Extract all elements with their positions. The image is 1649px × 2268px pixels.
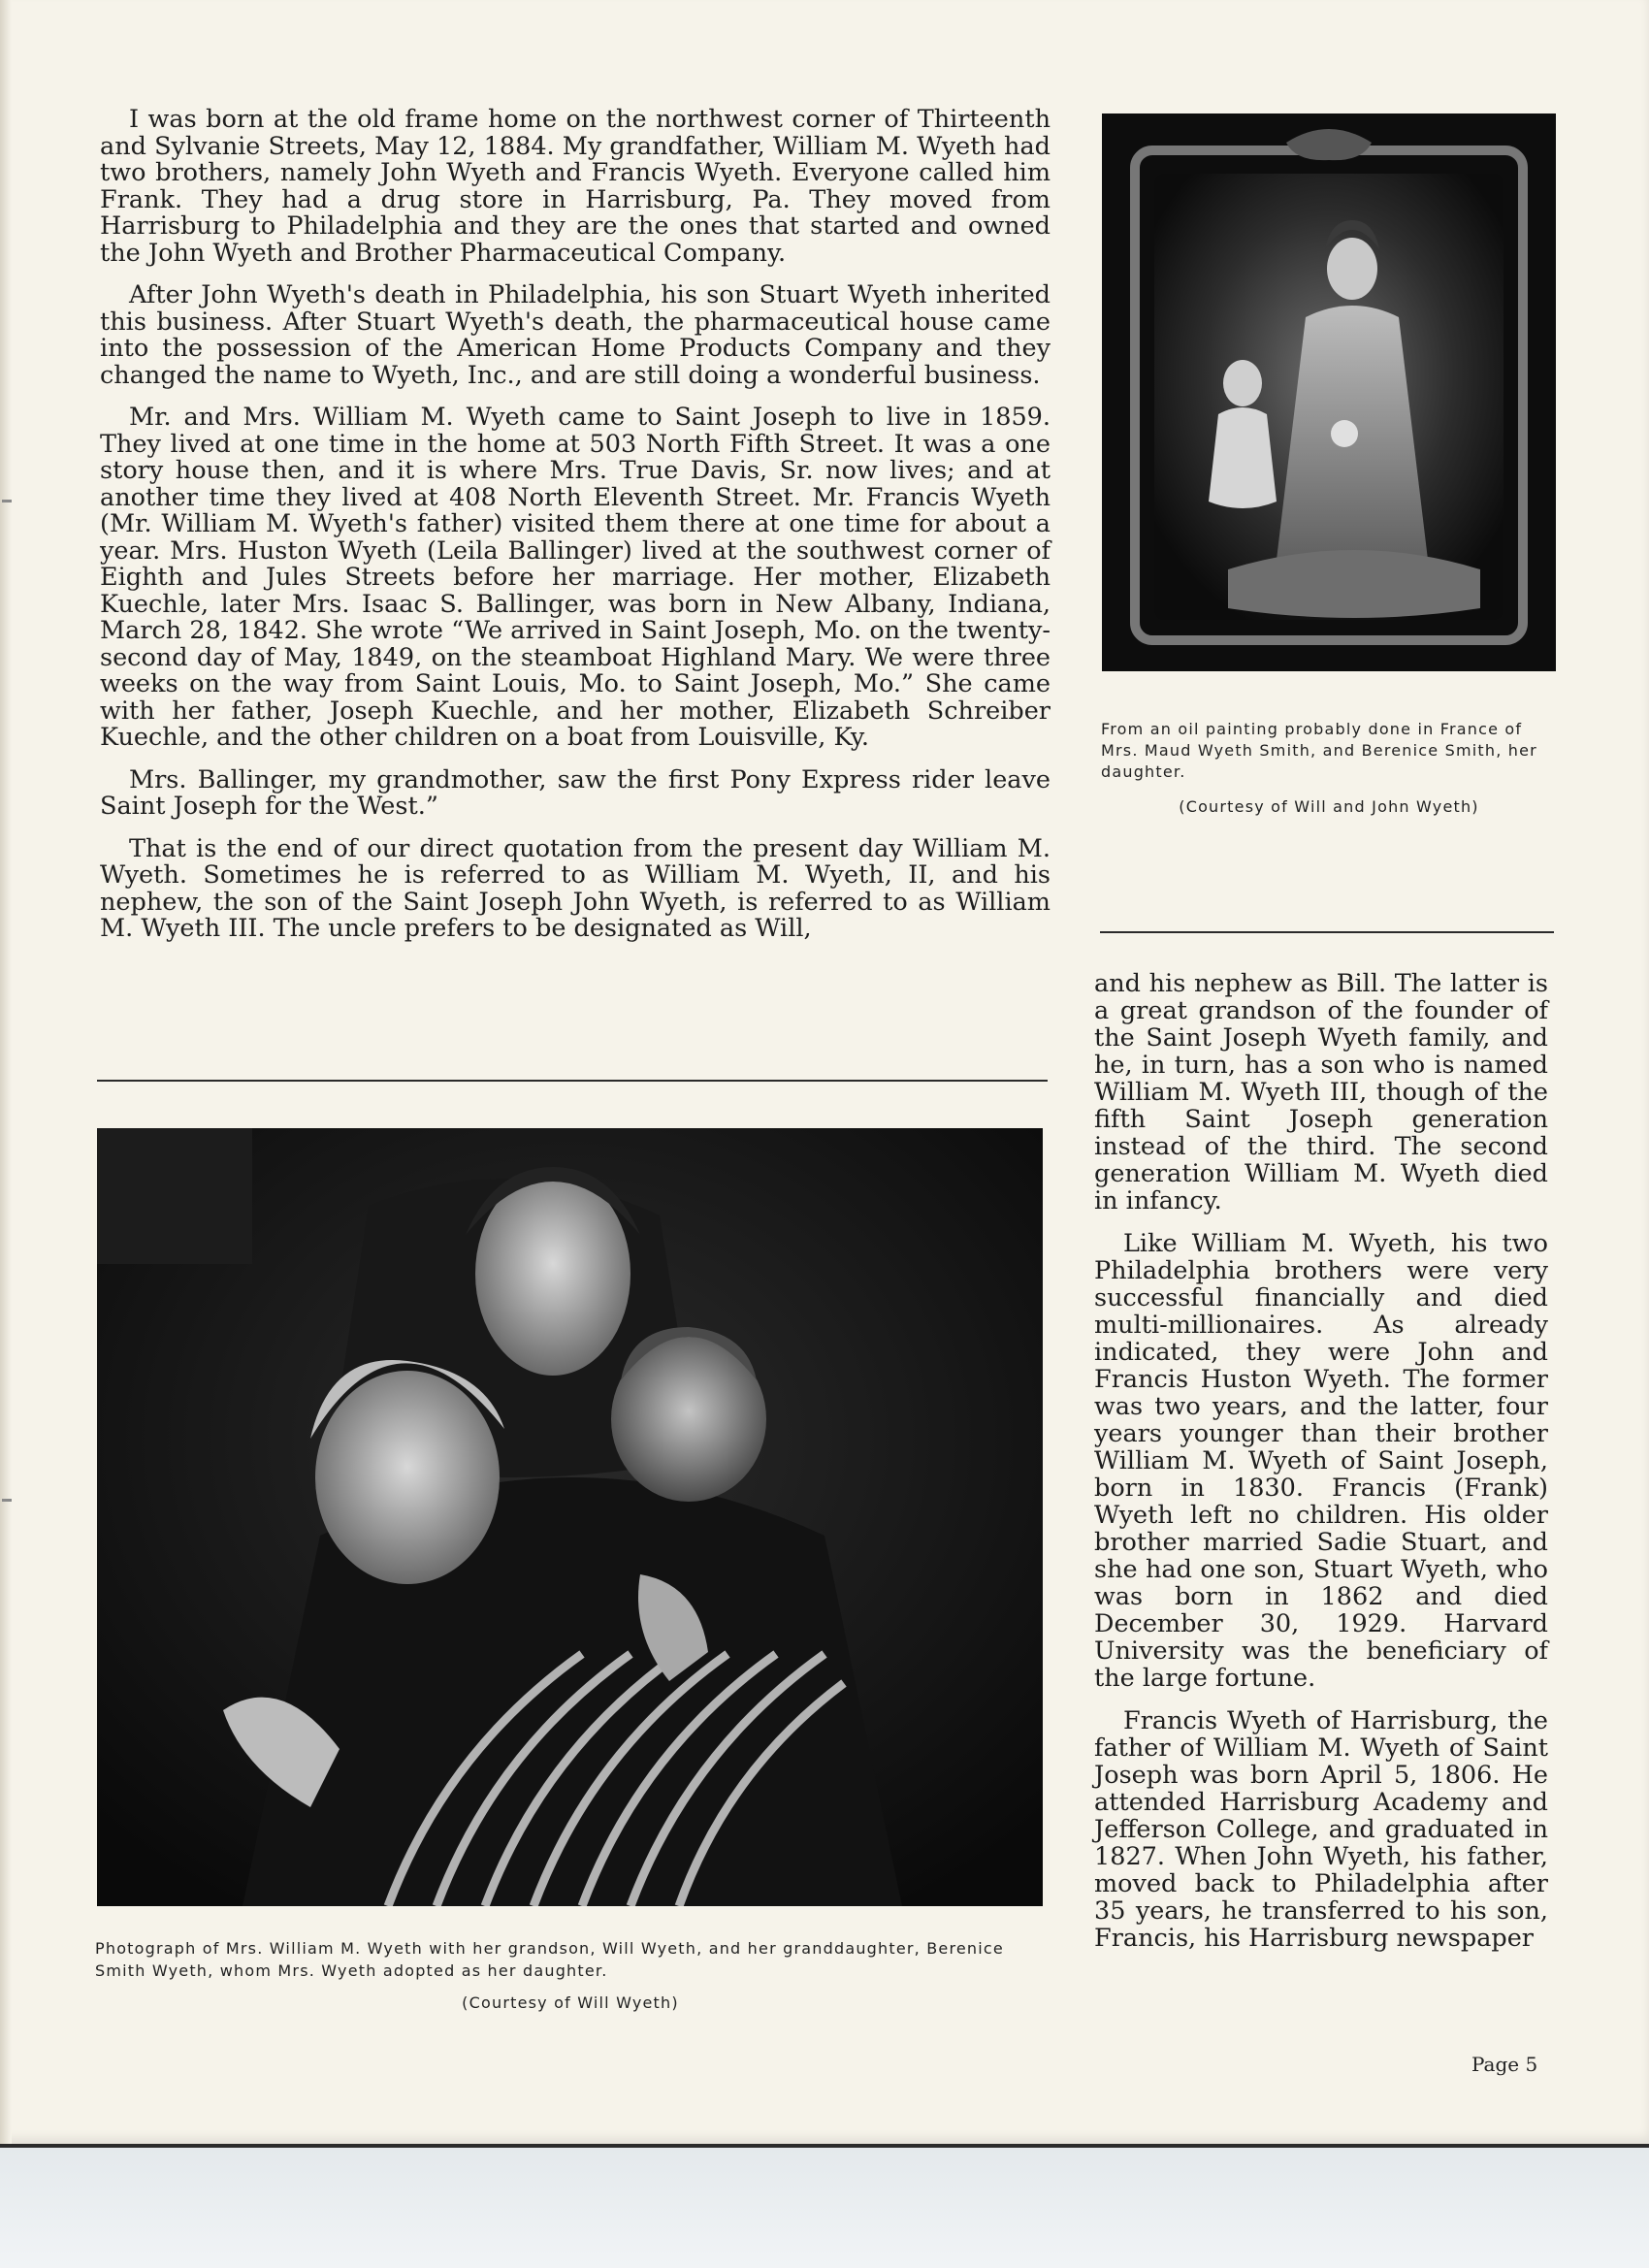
binding-mark [2, 500, 12, 502]
caption-text: From an oil painting probably done in France of Mrs. Maud Wyeth Smith, and Berenice Smith, her daughter. [1101, 720, 1537, 781]
right-text-column [1094, 970, 1548, 1967]
page-number: Page 5 [1471, 2053, 1538, 2076]
photograph-caption [95, 1937, 1046, 2014]
paragraph: Mr. and Mrs. William M. Wyeth came to Saint Joseph to live in 1859. They lived at one time in the home at 503 North Fifth Street. It was a one story house then, and it is where Mrs. True Davis, Sr. now lives; and at another time they lived at 408 North Eleventh Street. Mr. Francis Wyeth (Mr. William M. Wyeth's father) visited them there at one time for about a year. Mrs. Huston Wyeth (Leila Ballinger) lived at the southwest corner of Eighth and Jules Streets before her marriage. Her mother, Elizabeth Kuechle, later Mrs. Isaac S. Ballinger, was born in New Albany, Indiana, March 28, 1842. She wrote “We arrived in Saint Joseph, Mo. on the twenty-second day of May, 1849, on the steamboat Highland Mary. We were three weeks on the way from Saint Louis, Mo. to Saint Joseph, Mo.” She came with her father, Joseph Kuechle, and her mother, Elizabeth Schreiber Kuechle, and the other children on a boat from Louisville, Ky. [100, 403, 1051, 752]
caption-credit: (Courtesy of Will Wyeth) [462, 1993, 679, 2012]
paragraph: That is the end of our direct quotation from the present day William M. Wyeth. Sometimes he is referred to as William M. Wyeth, II, and his nephew, the son of the Saint Joseph John Wyeth, is referred to as William M. Wyeth III. The uncle prefers to be designated as Will, [100, 833, 1051, 943]
scanner-background [0, 2148, 1649, 2268]
main-text-column [100, 107, 1051, 958]
caption-text: Photograph of Mrs. William M. Wyeth with her grandson, Will Wyeth, and her granddaughter, Berenice Smith Wyeth, whom Mrs. Wyeth adopted as her daughter. [95, 1939, 1004, 1980]
paragraph: Mrs. Ballinger, my grandmother, saw the first Pony Express rider leave Saint Joseph for the West.” [100, 764, 1051, 821]
binding-mark [2, 1499, 12, 1502]
paragraph: Francis Wyeth of Harrisburg, the father of William M. Wyeth of Saint Joseph was born April 5, 1806. He attended Harrisburg Academy and Jefferson College, and graduated in 1827. When John Wyeth, his father, moved back to Philadelphia after 35 years, he transferred to his son, Francis, his Harrisburg newspaper [1094, 1706, 1548, 1953]
paragraph: After John Wyeth's death in Philadelphia, his son Stuart Wyeth inherited this business. After Stuart Wyeth's death, the pharmaceutical house came into the possession of the American Home Products Company and they changed the name to Wyeth, Inc., and are still doing a wonderful business. [100, 280, 1051, 390]
painting-image [1102, 113, 1556, 671]
divider-rule [97, 1080, 1048, 1082]
painting-caption [1101, 719, 1557, 818]
paragraph: and his nephew as Bill. The latter is a great grandson of the founder of the Saint Joseph Wyeth family, and he, in turn, has a son who is named William M. Wyeth III, though of the fifth Saint Joseph generation instead of the third. The second generation William M. Wyeth died in infancy. [1094, 969, 1548, 1215]
paragraph: Like William M. Wyeth, his two Philadelphia brothers were very successful financially and died multi-millionaires. As already indicated, they were John and Francis Huston Wyeth. The former was two years, and the latter, four years younger than their brother William M. Wyeth of Saint Joseph, born in 1830. Francis (Frank) Wyeth left no children. His older brother married Sadie Stuart, and she had one son, Stuart Wyeth, who was born in 1862 and died December 30, 1929. Harvard University was the beneficiary of the large fortune. [1094, 1229, 1548, 1693]
family-photograph [97, 1128, 1043, 1906]
caption-credit: (Courtesy of Will and John Wyeth) [1179, 797, 1479, 816]
divider-rule [1100, 931, 1554, 933]
paragraph: I was born at the old frame home on the northwest corner of Thirteenth and Sylvanie Streets, May 12, 1884. My grandfather, William M. Wyeth had two brothers, namely John Wyeth and Francis Wyeth. Everyone called him Frank. They had a drug store in Harrisburg, Pa. They moved from Harrisburg to Philadelphia and they are the ones that started and owned the John Wyeth and Brother Pharmaceutical Company. [100, 105, 1051, 268]
binding-edge [0, 0, 12, 2144]
